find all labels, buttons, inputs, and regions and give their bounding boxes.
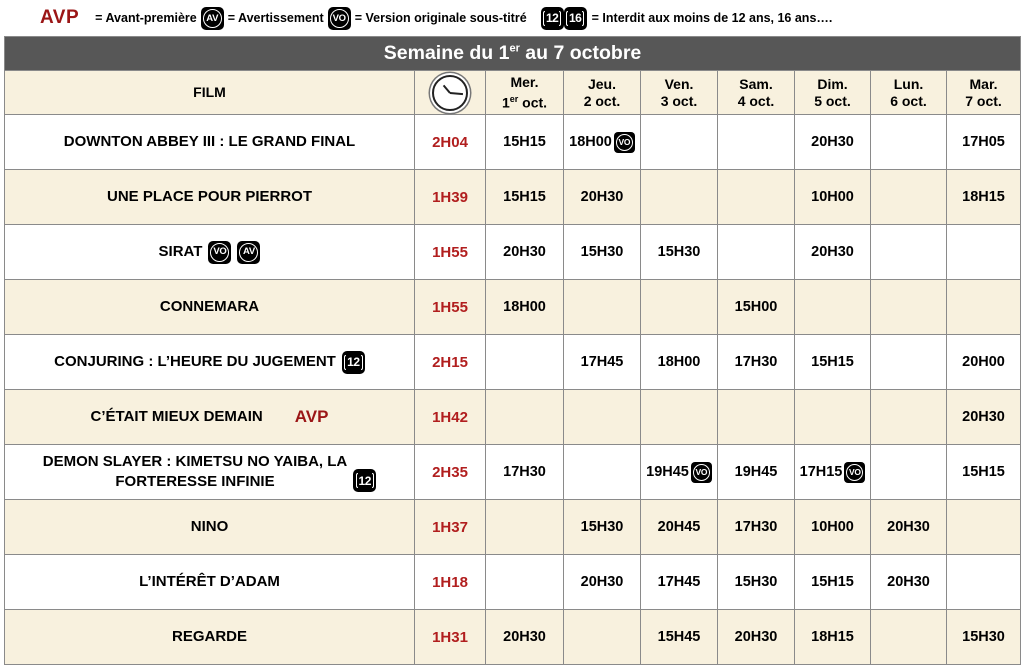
avp-legend-mark: AVP — [40, 7, 80, 28]
day-header-4 — [718, 71, 795, 115]
film-title: CONNEMARA — [159, 298, 260, 315]
showtime-cell: 20H30 — [486, 225, 564, 280]
showtime-cell: 20H30 — [795, 225, 871, 280]
showtime-cell: 17H30 — [486, 445, 564, 500]
duration-cell: 2H15 — [415, 335, 486, 390]
showtime-cell — [486, 500, 564, 555]
day-name: Sam. — [739, 75, 773, 92]
film-row — [5, 610, 1021, 665]
duration-cell: 2H04 — [415, 115, 486, 170]
clock-icon — [432, 75, 468, 111]
showtime-cell — [564, 115, 641, 170]
showtime-cell — [947, 280, 1021, 335]
showtime-cell: 20H30 — [947, 390, 1021, 445]
showtime-cell: 19H45 — [718, 445, 795, 500]
showtime-cell: 15H30 — [641, 225, 718, 280]
film-column-header: FILM — [5, 71, 415, 115]
showtime-cell: 20H00 — [947, 335, 1021, 390]
film-title: REGARDE — [171, 628, 247, 645]
age-12-badge-icon: 12 — [353, 469, 376, 492]
film-title: C’ÉTAIT MIEUX DEMAIN — [90, 408, 263, 425]
vo-badge-icon: VO — [328, 7, 351, 30]
showtime-cell — [718, 170, 795, 225]
showtime-cell — [947, 555, 1021, 610]
showtime-cell: 20H30 — [871, 555, 947, 610]
film-title: NINO — [190, 518, 229, 535]
film-title-cell — [5, 115, 415, 170]
film-title: L’INTÉRÊT D’ADAM — [139, 573, 280, 590]
day-header-5 — [795, 71, 871, 115]
showtime-cell: 15H15 — [795, 335, 871, 390]
day-header-1 — [486, 71, 564, 115]
film-row — [5, 500, 1021, 555]
film-title: CONJURING : L’HEURE DU JUGEMENT — [54, 353, 336, 370]
film-title-cell — [5, 555, 415, 610]
showtime-cell: 20H30 — [718, 610, 795, 665]
showtime-cell — [871, 445, 947, 500]
age-legend-text: = Interdit aux moins de 12 ans, 16 ans…. — [591, 11, 833, 25]
film-row — [5, 445, 1021, 500]
showtime-cell: 15H00 — [718, 280, 795, 335]
showtime-cell: 15H15 — [795, 555, 871, 610]
vo-badge-icon: VO — [844, 462, 865, 483]
day-name: Dim. — [817, 75, 848, 92]
showtime-cell: 18H15 — [947, 170, 1021, 225]
film-row — [5, 170, 1021, 225]
showtime-cell — [718, 115, 795, 170]
showtime: 17H15 — [799, 464, 843, 480]
showtime-cell: 17H45 — [564, 335, 641, 390]
vo-badge-icon: VO — [208, 241, 231, 264]
duration-cell: 1H55 — [415, 280, 486, 335]
avp-tag: AVP — [294, 407, 329, 426]
day-date: 7 oct. — [965, 92, 1002, 109]
showtime-cell: 15H30 — [564, 225, 641, 280]
showtime-cell: 20H30 — [795, 115, 871, 170]
showtime-cell — [641, 390, 718, 445]
film-title-cell — [5, 225, 415, 280]
showtime-cell: 18H15 — [795, 610, 871, 665]
duration-cell: 1H55 — [415, 225, 486, 280]
showtime-cell — [718, 390, 795, 445]
duration-cell: 2H35 — [415, 445, 486, 500]
duration-cell: 1H31 — [415, 610, 486, 665]
showtime-cell — [871, 225, 947, 280]
day-date: 2 oct. — [583, 92, 621, 109]
showtime-cell — [564, 610, 641, 665]
showtime-cell — [486, 390, 564, 445]
film-row — [5, 115, 1021, 170]
showtime-cell: 10H00 — [795, 170, 871, 225]
film-title-cell — [5, 390, 415, 445]
showtime-cell — [641, 115, 718, 170]
day-date: 1 — [501, 94, 510, 111]
showtime-cell: 17H30 — [718, 335, 795, 390]
film-title-cell — [5, 280, 415, 335]
showtime-cell — [795, 390, 871, 445]
day-name: Lun. — [893, 75, 924, 92]
showtime-cell: 15H15 — [486, 170, 564, 225]
showtime-cell — [641, 280, 718, 335]
duration-cell: 1H37 — [415, 500, 486, 555]
showtime-cell: 18H00 — [486, 280, 564, 335]
showtime-cell — [947, 225, 1021, 280]
film-title: DOWNTON ABBEY III : LE GRAND FINAL — [63, 133, 356, 150]
film-title: DEMON SLAYER : KIMETSU NO YAIBA, LA FORTERESSE INFINIE — [42, 453, 348, 490]
day-date-rest: oct. — [518, 94, 548, 111]
film-title-cell — [5, 610, 415, 665]
showtime-cell: 20H30 — [486, 610, 564, 665]
day-name: Jeu. — [587, 75, 616, 92]
day-name: Mar. — [969, 75, 998, 92]
vo-legend-text: = Version originale sous-titré — [354, 11, 527, 25]
day-header-7 — [947, 71, 1021, 115]
showtime-cell: 10H00 — [795, 500, 871, 555]
showtime-cell — [947, 500, 1021, 555]
duration-cell: 1H18 — [415, 555, 486, 610]
vo-badge-icon: VO — [691, 462, 712, 483]
film-row — [5, 335, 1021, 390]
showtime-cell — [486, 335, 564, 390]
film-row — [5, 280, 1021, 335]
showtime-cell: 15H15 — [486, 115, 564, 170]
day-header-6 — [871, 71, 947, 115]
film-title-cell — [5, 445, 415, 500]
age-16-badge-icon: 16 — [564, 7, 587, 30]
showtime-cell — [718, 225, 795, 280]
showtime-cell: 20H30 — [564, 170, 641, 225]
day-date: 3 oct. — [660, 92, 698, 109]
film-title: UNE PLACE POUR PIERROT — [106, 188, 313, 205]
day-date: 4 oct. — [737, 92, 775, 109]
film-rows — [5, 115, 1021, 665]
film-title-cell — [5, 500, 415, 555]
film-title-cell — [5, 335, 415, 390]
showtime-cell: 20H45 — [641, 500, 718, 555]
age-12-badge-icon: 12 — [342, 351, 365, 374]
day-name: Ven. — [664, 75, 694, 92]
showtime: 18H00 — [569, 134, 612, 150]
day-header-2 — [564, 71, 641, 115]
film-row — [5, 390, 1021, 445]
showtime-cell — [871, 610, 947, 665]
showtime-cell — [564, 280, 641, 335]
showtime-cell — [871, 280, 947, 335]
duration-column-header — [415, 71, 486, 115]
showtime-cell — [871, 390, 947, 445]
showtime-cell: 15H15 — [947, 445, 1021, 500]
duration-cell: 1H42 — [415, 390, 486, 445]
showtime-cell: 17H45 — [641, 555, 718, 610]
showtime-cell: 15H45 — [641, 610, 718, 665]
day-date-sup: er — [509, 93, 519, 104]
legend-bar — [0, 0, 1024, 36]
showtime-cell — [871, 335, 947, 390]
showtime-cell — [871, 115, 947, 170]
film-title-cell — [5, 170, 415, 225]
showtime-cell — [641, 445, 718, 500]
showtime-cell — [871, 170, 947, 225]
showtime-cell: 17H30 — [718, 500, 795, 555]
showtime-cell: 18H00 — [641, 335, 718, 390]
showtime: 19H45 — [646, 464, 689, 480]
film-row — [5, 555, 1021, 610]
showtime-cell — [564, 390, 641, 445]
day-date: 5 oct. — [814, 92, 851, 109]
showtime-cell — [486, 555, 564, 610]
column-header-row — [5, 71, 1021, 115]
showtime-cell: 15H30 — [718, 555, 795, 610]
schedule-table — [4, 36, 1021, 665]
film-title: SIRAT — [158, 243, 203, 260]
showtime-cell: 15H30 — [947, 610, 1021, 665]
age-12-badge-icon: 12 — [541, 7, 564, 30]
av-legend-text: = Avertissement — [227, 11, 324, 25]
week-title-row — [5, 37, 1021, 71]
showtime-cell — [795, 445, 871, 500]
day-name: Mer. — [510, 73, 539, 90]
showtime-cell: 20H30 — [871, 500, 947, 555]
showtime-cell: 20H30 — [564, 555, 641, 610]
vo-badge-icon: VO — [614, 132, 635, 153]
av-badge-icon: AV — [201, 7, 224, 30]
week-title: Semaine du 1er au 7 octobre — [5, 37, 1021, 71]
day-header-3 — [641, 71, 718, 115]
avp-legend-text: = Avant-première — [95, 11, 197, 25]
day-date: 6 oct. — [890, 92, 927, 109]
showtime-cell: 17H05 — [947, 115, 1021, 170]
showtime-cell — [795, 280, 871, 335]
duration-cell: 1H39 — [415, 170, 486, 225]
av-badge-icon: AV — [237, 241, 260, 264]
showtime-cell — [564, 445, 641, 500]
showtime-cell — [641, 170, 718, 225]
film-row — [5, 225, 1021, 280]
showtime-cell: 15H30 — [564, 500, 641, 555]
